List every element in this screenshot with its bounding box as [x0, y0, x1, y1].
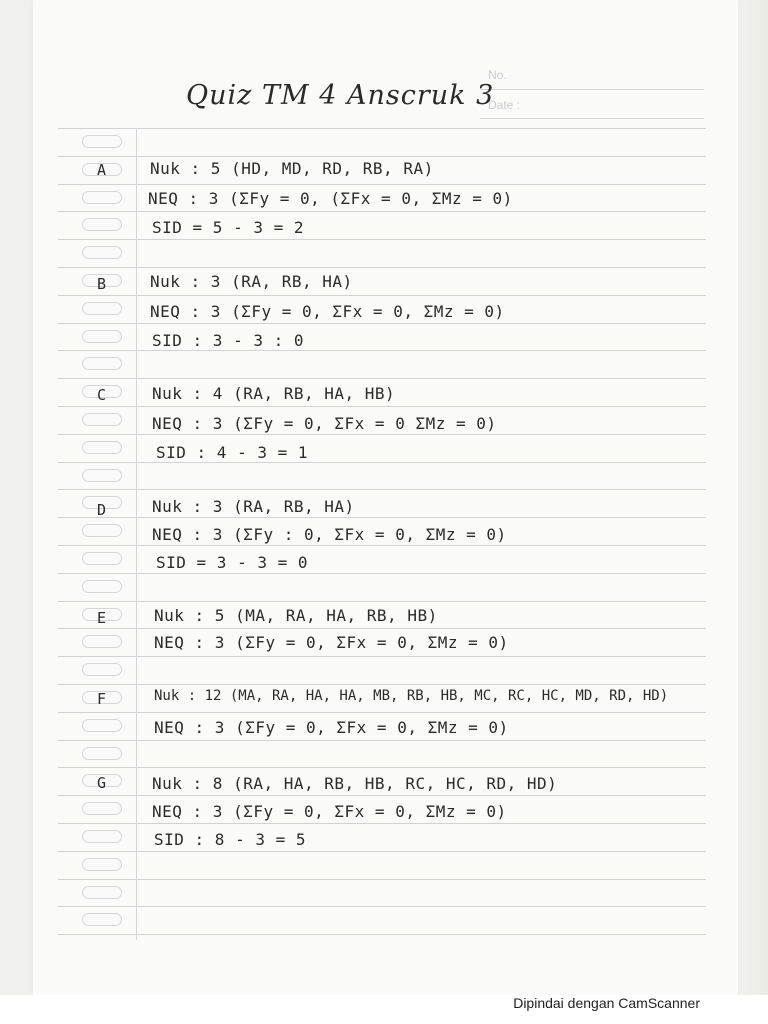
- margin-marker: [82, 357, 122, 370]
- margin-marker: [82, 302, 122, 315]
- margin-marker: [82, 191, 122, 204]
- margin-marker: [82, 218, 122, 231]
- ruled-line: [58, 879, 706, 880]
- ruled-line: [58, 934, 706, 935]
- margin-marker: [82, 552, 122, 565]
- ruled-line: [58, 128, 706, 129]
- margin-marker: [82, 858, 122, 871]
- ruled-line: [58, 740, 706, 741]
- notebook-paper: [33, 0, 738, 995]
- section-a-neq: NEQ : 3 (ΣFy = 0, (ΣFx = 0, ΣMz = 0): [148, 189, 513, 208]
- ruled-line: [58, 656, 706, 657]
- ruled-line: [58, 767, 706, 768]
- number-label: No.: [488, 68, 507, 82]
- section-g-sid: SID : 8 - 3 = 5: [154, 830, 306, 849]
- section-d-nuk: Nuk : 3 (RA, RB, HA): [152, 497, 355, 516]
- margin-marker: [82, 913, 122, 926]
- margin-marker: [82, 635, 122, 648]
- section-a-nuk: Nuk : 5 (HD, MD, RD, RB, RA): [150, 159, 434, 178]
- section-letter-c: C: [97, 386, 107, 404]
- section-f-nuk: Nuk : 12 (MA, RA, HA, HA, MB, RB, HB, MC, RC, HC, MD, RD, HD): [154, 688, 669, 704]
- ruled-line: [58, 184, 706, 185]
- margin-marker: [82, 135, 122, 148]
- section-letter-d: D: [97, 501, 107, 519]
- section-e-nuk: Nuk : 5 (MA, RA, HA, RB, HB): [154, 606, 438, 625]
- section-g-neq: NEQ : 3 (ΣFy = 0, ΣFx = 0, ΣMz = 0): [152, 802, 507, 821]
- date-field-line: [480, 118, 704, 119]
- section-b-neq: NEQ : 3 (ΣFy = 0, ΣFx = 0, ΣMz = 0): [150, 302, 505, 321]
- margin-marker: [82, 246, 122, 259]
- margin-marker: [82, 413, 122, 426]
- margin-marker: [82, 830, 122, 843]
- section-e-neq: NEQ : 3 (ΣFy = 0, ΣFx = 0, ΣMz = 0): [154, 633, 509, 652]
- margin-marker: [82, 469, 122, 482]
- ruled-line: [58, 267, 706, 268]
- ruled-line: [58, 712, 706, 713]
- ruled-line: [58, 684, 706, 685]
- section-d-sid: SID = 3 - 3 = 0: [156, 553, 308, 572]
- scan-edge: [738, 0, 768, 995]
- ruled-line: [58, 350, 706, 351]
- section-c-nuk: Nuk : 4 (RA, RB, HA, HB): [152, 384, 396, 403]
- margin-marker: [82, 802, 122, 815]
- section-c-neq: NEQ : 3 (ΣFy = 0, ΣFx = 0 ΣMz = 0): [152, 414, 497, 433]
- margin-marker: [82, 441, 122, 454]
- section-g-nuk: Nuk : 8 (RA, HA, RB, HB, RC, HC, RD, HD): [152, 774, 558, 793]
- ruled-line: [58, 851, 706, 852]
- ruled-line: [58, 323, 706, 324]
- ruled-line: [58, 156, 706, 157]
- section-c-sid: SID : 4 - 3 = 1: [156, 443, 308, 462]
- margin-marker: [82, 663, 122, 676]
- ruled-line: [58, 823, 706, 824]
- margin-marker: [82, 580, 122, 593]
- section-d-neq: NEQ : 3 (ΣFy : 0, ΣFx = 0, ΣMz = 0): [152, 525, 507, 544]
- section-f-neq: NEQ : 3 (ΣFy = 0, ΣFx = 0, ΣMz = 0): [154, 718, 509, 737]
- margin-marker: [82, 330, 122, 343]
- ruled-line: [58, 378, 706, 379]
- scanner-watermark: Dipindai dengan CamScanner: [513, 995, 700, 1011]
- ruled-line: [58, 462, 706, 463]
- margin-marker: [82, 747, 122, 760]
- ruled-line: [58, 601, 706, 602]
- number-field-line: [480, 89, 704, 90]
- section-a-sid: SID = 5 - 3 = 2: [152, 218, 304, 237]
- ruled-line: [58, 406, 706, 407]
- margin-marker: [82, 719, 122, 732]
- margin-marker: [82, 524, 122, 537]
- margin-line: [136, 128, 137, 940]
- section-letter-e: E: [97, 609, 107, 627]
- section-letter-a: A: [97, 161, 107, 179]
- date-label: Date :: [488, 98, 521, 112]
- section-b-sid: SID : 3 - 3 : 0: [152, 331, 304, 350]
- section-b-nuk: Nuk : 3 (RA, RB, HA): [150, 272, 353, 291]
- ruled-line: [58, 239, 706, 240]
- ruled-line: [58, 434, 706, 435]
- ruled-line: [58, 795, 706, 796]
- ruled-line: [58, 573, 706, 574]
- ruled-line: [58, 906, 706, 907]
- ruled-line: [58, 517, 706, 518]
- page-title: Quiz TM 4 Anscruk 3: [186, 80, 495, 111]
- ruled-line: [58, 489, 706, 490]
- ruled-line: [58, 295, 706, 296]
- margin-marker: [82, 886, 122, 899]
- section-letter-b: B: [97, 275, 107, 293]
- ruled-line: [58, 545, 706, 546]
- section-letter-g: G: [97, 774, 107, 792]
- ruled-line: [58, 211, 706, 212]
- section-letter-f: F: [97, 690, 107, 708]
- ruled-line: [58, 628, 706, 629]
